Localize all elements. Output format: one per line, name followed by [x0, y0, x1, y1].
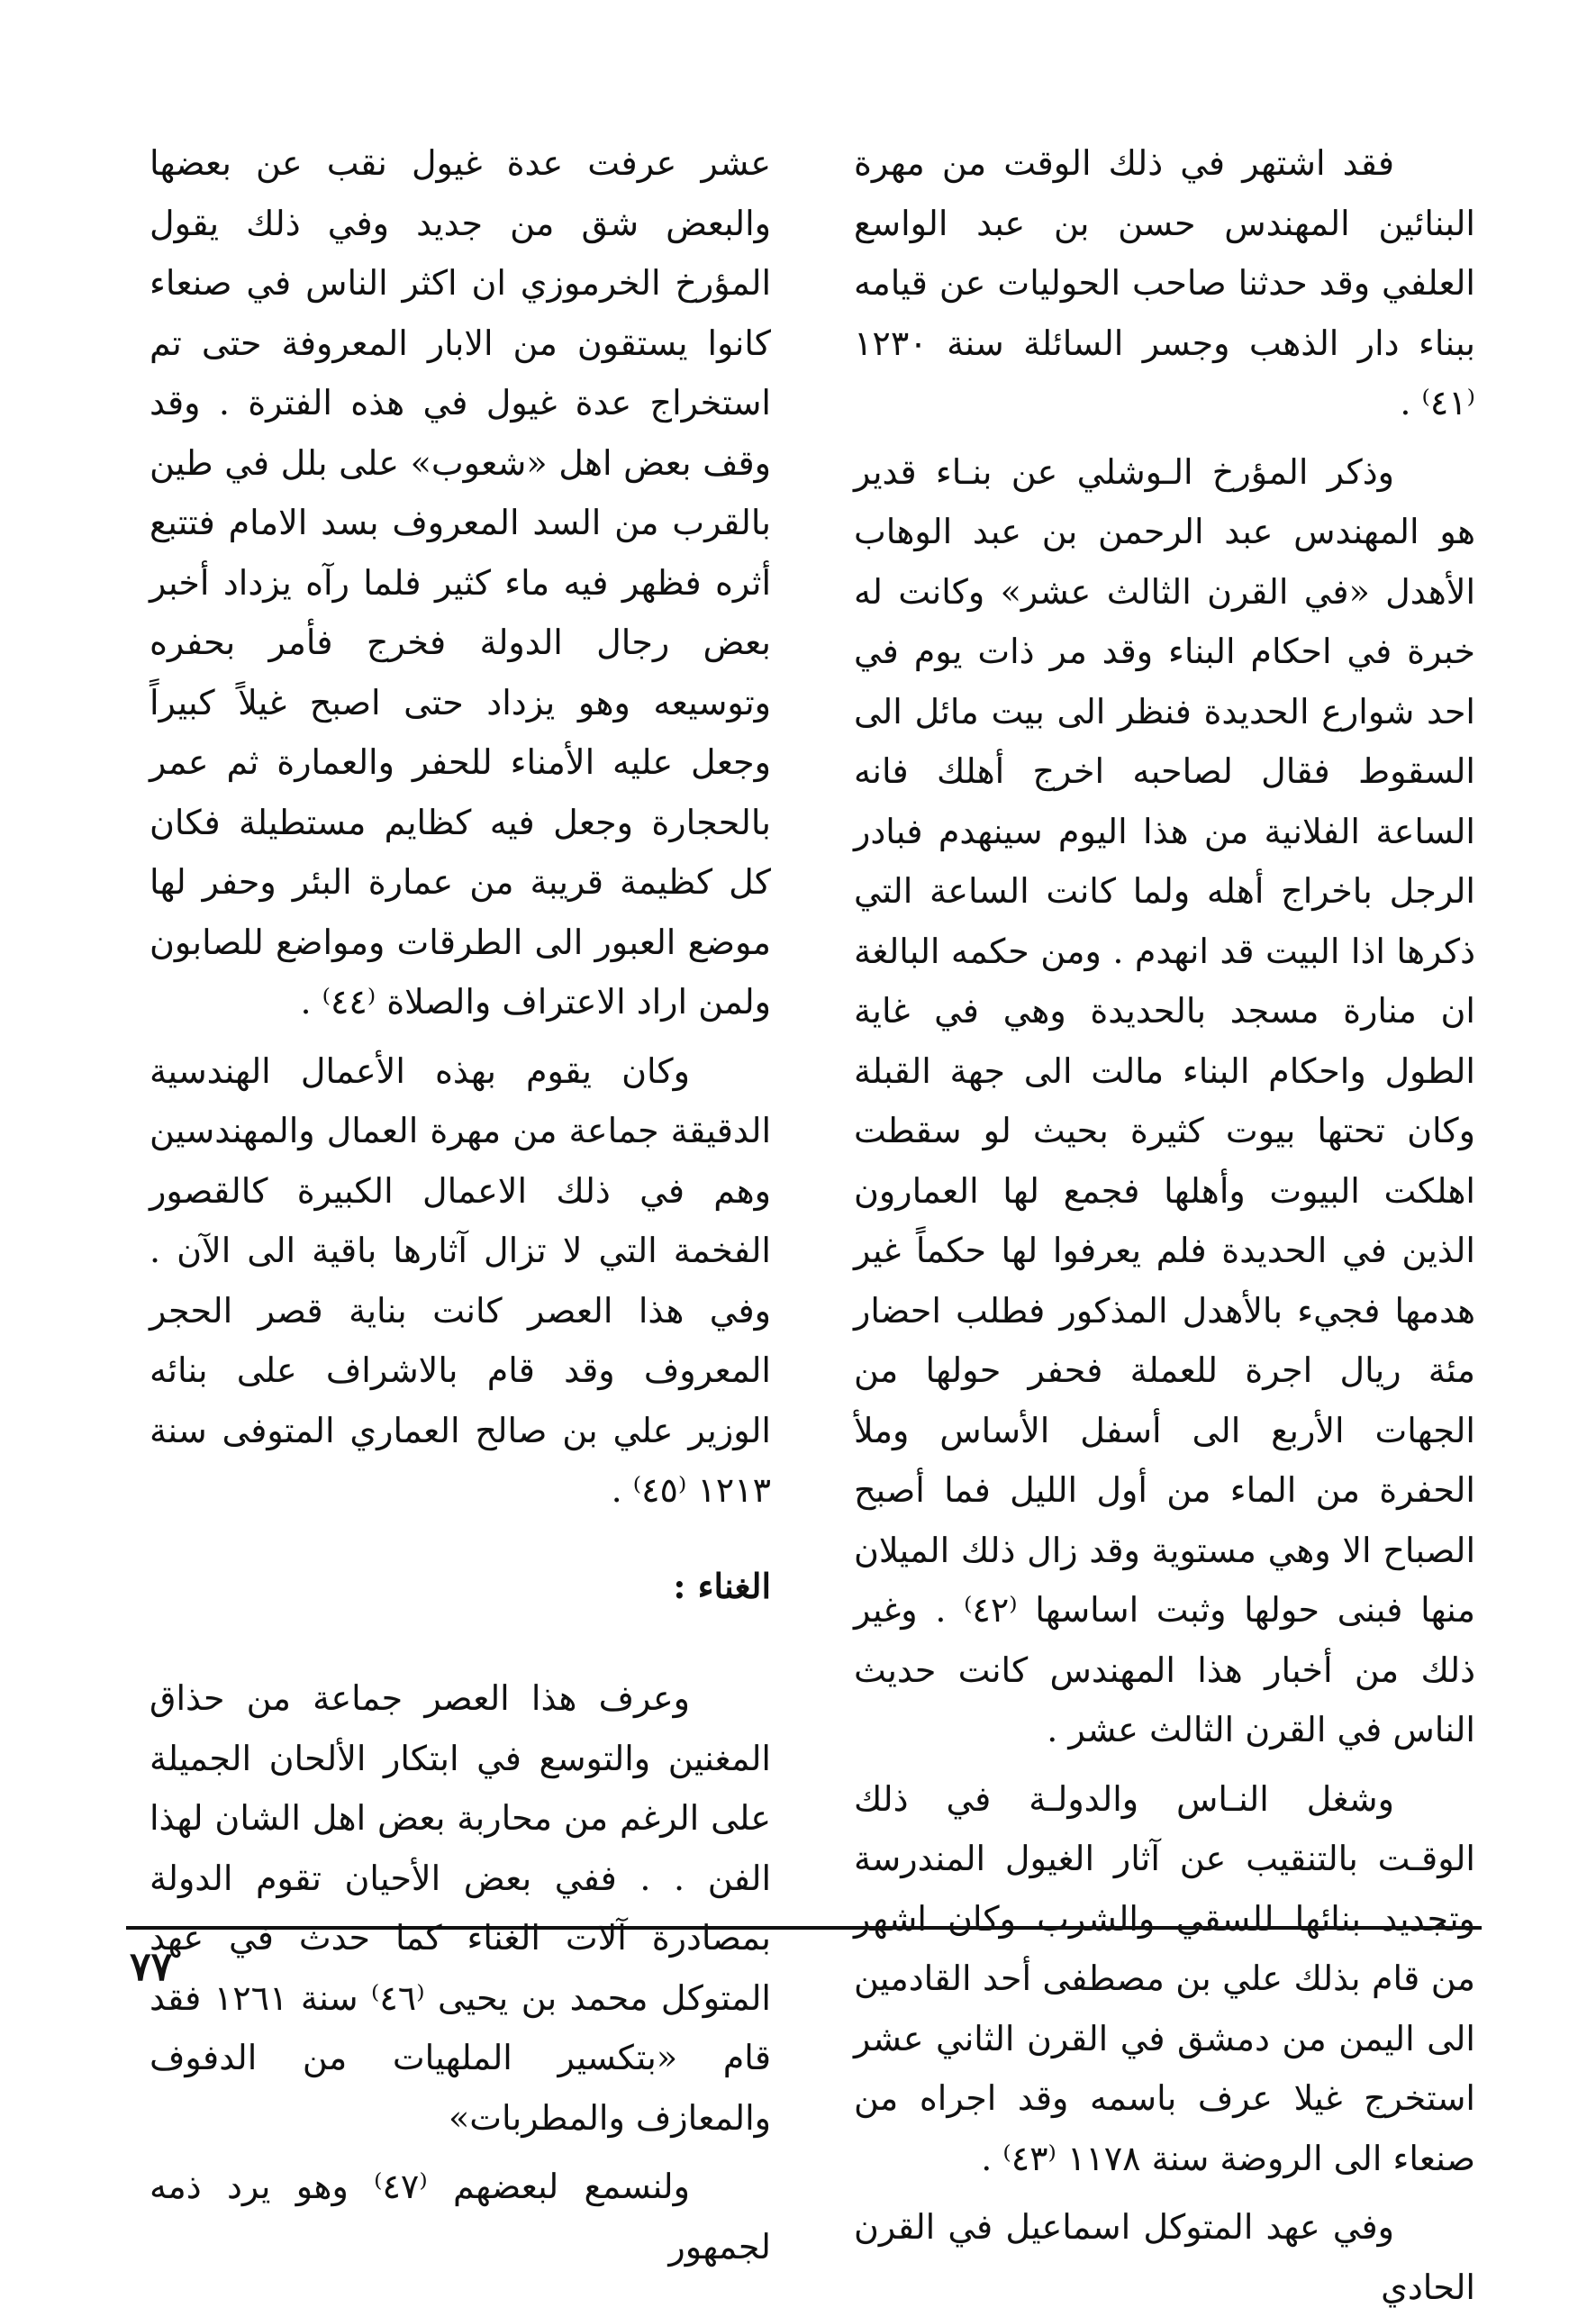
paragraph-sanaa-wells: عشر عرفت عدة غيول نقب عن بعضها والبعض شق من جديد وفي ذلك يقول المؤرخ الخرموزي ان اكثر الناس في صنعاء كانوا يستقون من الابار المعروفة حتى تم استخراج عدة غيول في هذه الفترة . وقد وقف بعض اهل «شعوب» على بلل في طين بالقرب من السد المعروف بسد الامام فتتبع أثره فظهر فيه ماء كثير فلما رآه يزداد أخبر بعض رجال الدولة فخرج فأمر بحفره وتوسيعه وهو يزداد حتى اصبح غيلاً كبيراً وجعل عليه الأمناء للحفر والعمارة ثم عمر بالحجارة وجعل فيه كظايم مستطيلة فكان كل كظيمة قريبة من عمارة البئر وحفر لها موضع العبور الى الطرقات ومواضع للصابون ولمن اراد الاعتراف والصلاة ⁽٤٤⁾ . — [150, 143, 771, 1022]
paragraph-ahdal-engineer: وذكر المؤرخ الـوشلي عن بنـاء قدير هو المهندس عبد الرحمن بن عبد الوهاب الأهدل «في القرن الثالث عشر» وكانت له خبرة في احكام البناء وقد مر ذات يوم في احد شوارع الحديدة فنظر الى بيت مائل الى السقوط فقال لصاحبه اخرج أهلك فانه الساعة الفلانية من هذا اليوم سينهدم فبادر الرجل باخراج أهله ولما كانت الساعة التي ذكرها اذا البيت قد انهدم . ومن حكمه البالغة ان منارة مسجد بالحديدة وهي في غاية الطول واحكام البناء مالت الى جهة القبلة وكان تحتها بيوت كثيرة بحيث لو سقطت اهلكت البيوت وأهلها فجمع لها العمارون الذين في الحديدة فلم يعرفوا لها حكماً غير هدمها فجيء بالأهدل المذكور فطلب احضار مئة ريال اجرة للعملة فحفر حولها من الجهات الأربع الى أسفل الأساس وملأ الحفرة من الماء من أول الليل فما أصبح الصباح الا وهي مستوية وقد زال ذلك الميلان منها فبنى حولها وثبت اساسها ⁽٤٢⁾ . وغير ذلك من أخبار هذا المهندس كانت حديث الناس في القرن الثالث عشر . — [854, 451, 1475, 1749]
footer-divider — [126, 1926, 1482, 1930]
paragraph-listen: ولنسمع لبعضهم ⁽٤٧⁾ وهو يرد ذمه لجمهور — [150, 2167, 771, 2267]
section-heading-singing: الغناء : — [673, 1565, 771, 1606]
paragraph-ghuyul-excavation: وشغل النـاس والدولـة في ذلك الوقـت بالتنقيب عن آثار الغيول المندرسة وتجديد بنائها للسقي والشرب وكان اشهر من قام بذلك علي بن مصطفى أحد القادمين الى اليمن من دمشق في القرن الثاني عشر استخرج غيلا عرف باسمه وقد اجراه من صنعاء الى الروضة سنة ١١٧٨ ⁽٤٣⁾ . — [854, 1778, 1475, 2178]
paragraph-engineering-works: وكان يقوم بهذه الأعمال الهندسية الدقيقة جماعة من مهرة العمال والمهندسين وهم في ذلك الاعمال الكبيرة كالقصور الفخمة التي لا تزال آثارها باقية الى الآن . وفي هذا العصر كانت بناية قصر الحجر المعروف وقد قام بالاشراف على بنائه الوزير علي بن صالح العماري المتوفى سنة ١٢١٣ ⁽٤٥⁾ . — [150, 1050, 771, 1510]
paragraph-builders: فقد اشتهر في ذلك الوقت من مهرة البنائين المهندس حسن بن عبد الواسع العلفي وقد حدثنا صاحب الحوليات عن قيامه ببناء دار الذهب وجسر السائلة سنة ١٢٣٠ ⁽٤١⁾ . — [854, 143, 1475, 423]
right-text-column — [854, 133, 1475, 2317]
paragraph-mutawakkil-ismail: وفي عهد المتوكل اسماعيل في القرن الحادي — [854, 2207, 1475, 2307]
page-number: ٧٧ — [130, 1944, 173, 1990]
left-text-column — [150, 133, 771, 2276]
paragraph-singers: وعرف هذا العصر جماعة من حذاق المغنين والتوسع في ابتكار الألحان الجميلة على الرغم من محاربة بعض اهل الشان لهذا الفن . . ففي بعض الأحيان تقوم الدولة بمصادرة آلات الغناء كما حدث في عهد المتوكل محمد بن يحيى ⁽٤٦⁾ سنة ١٢٦١ فقد قام «بتكسير الملهيات من الدفوف والمعازف والمطربات» — [150, 1678, 771, 2138]
